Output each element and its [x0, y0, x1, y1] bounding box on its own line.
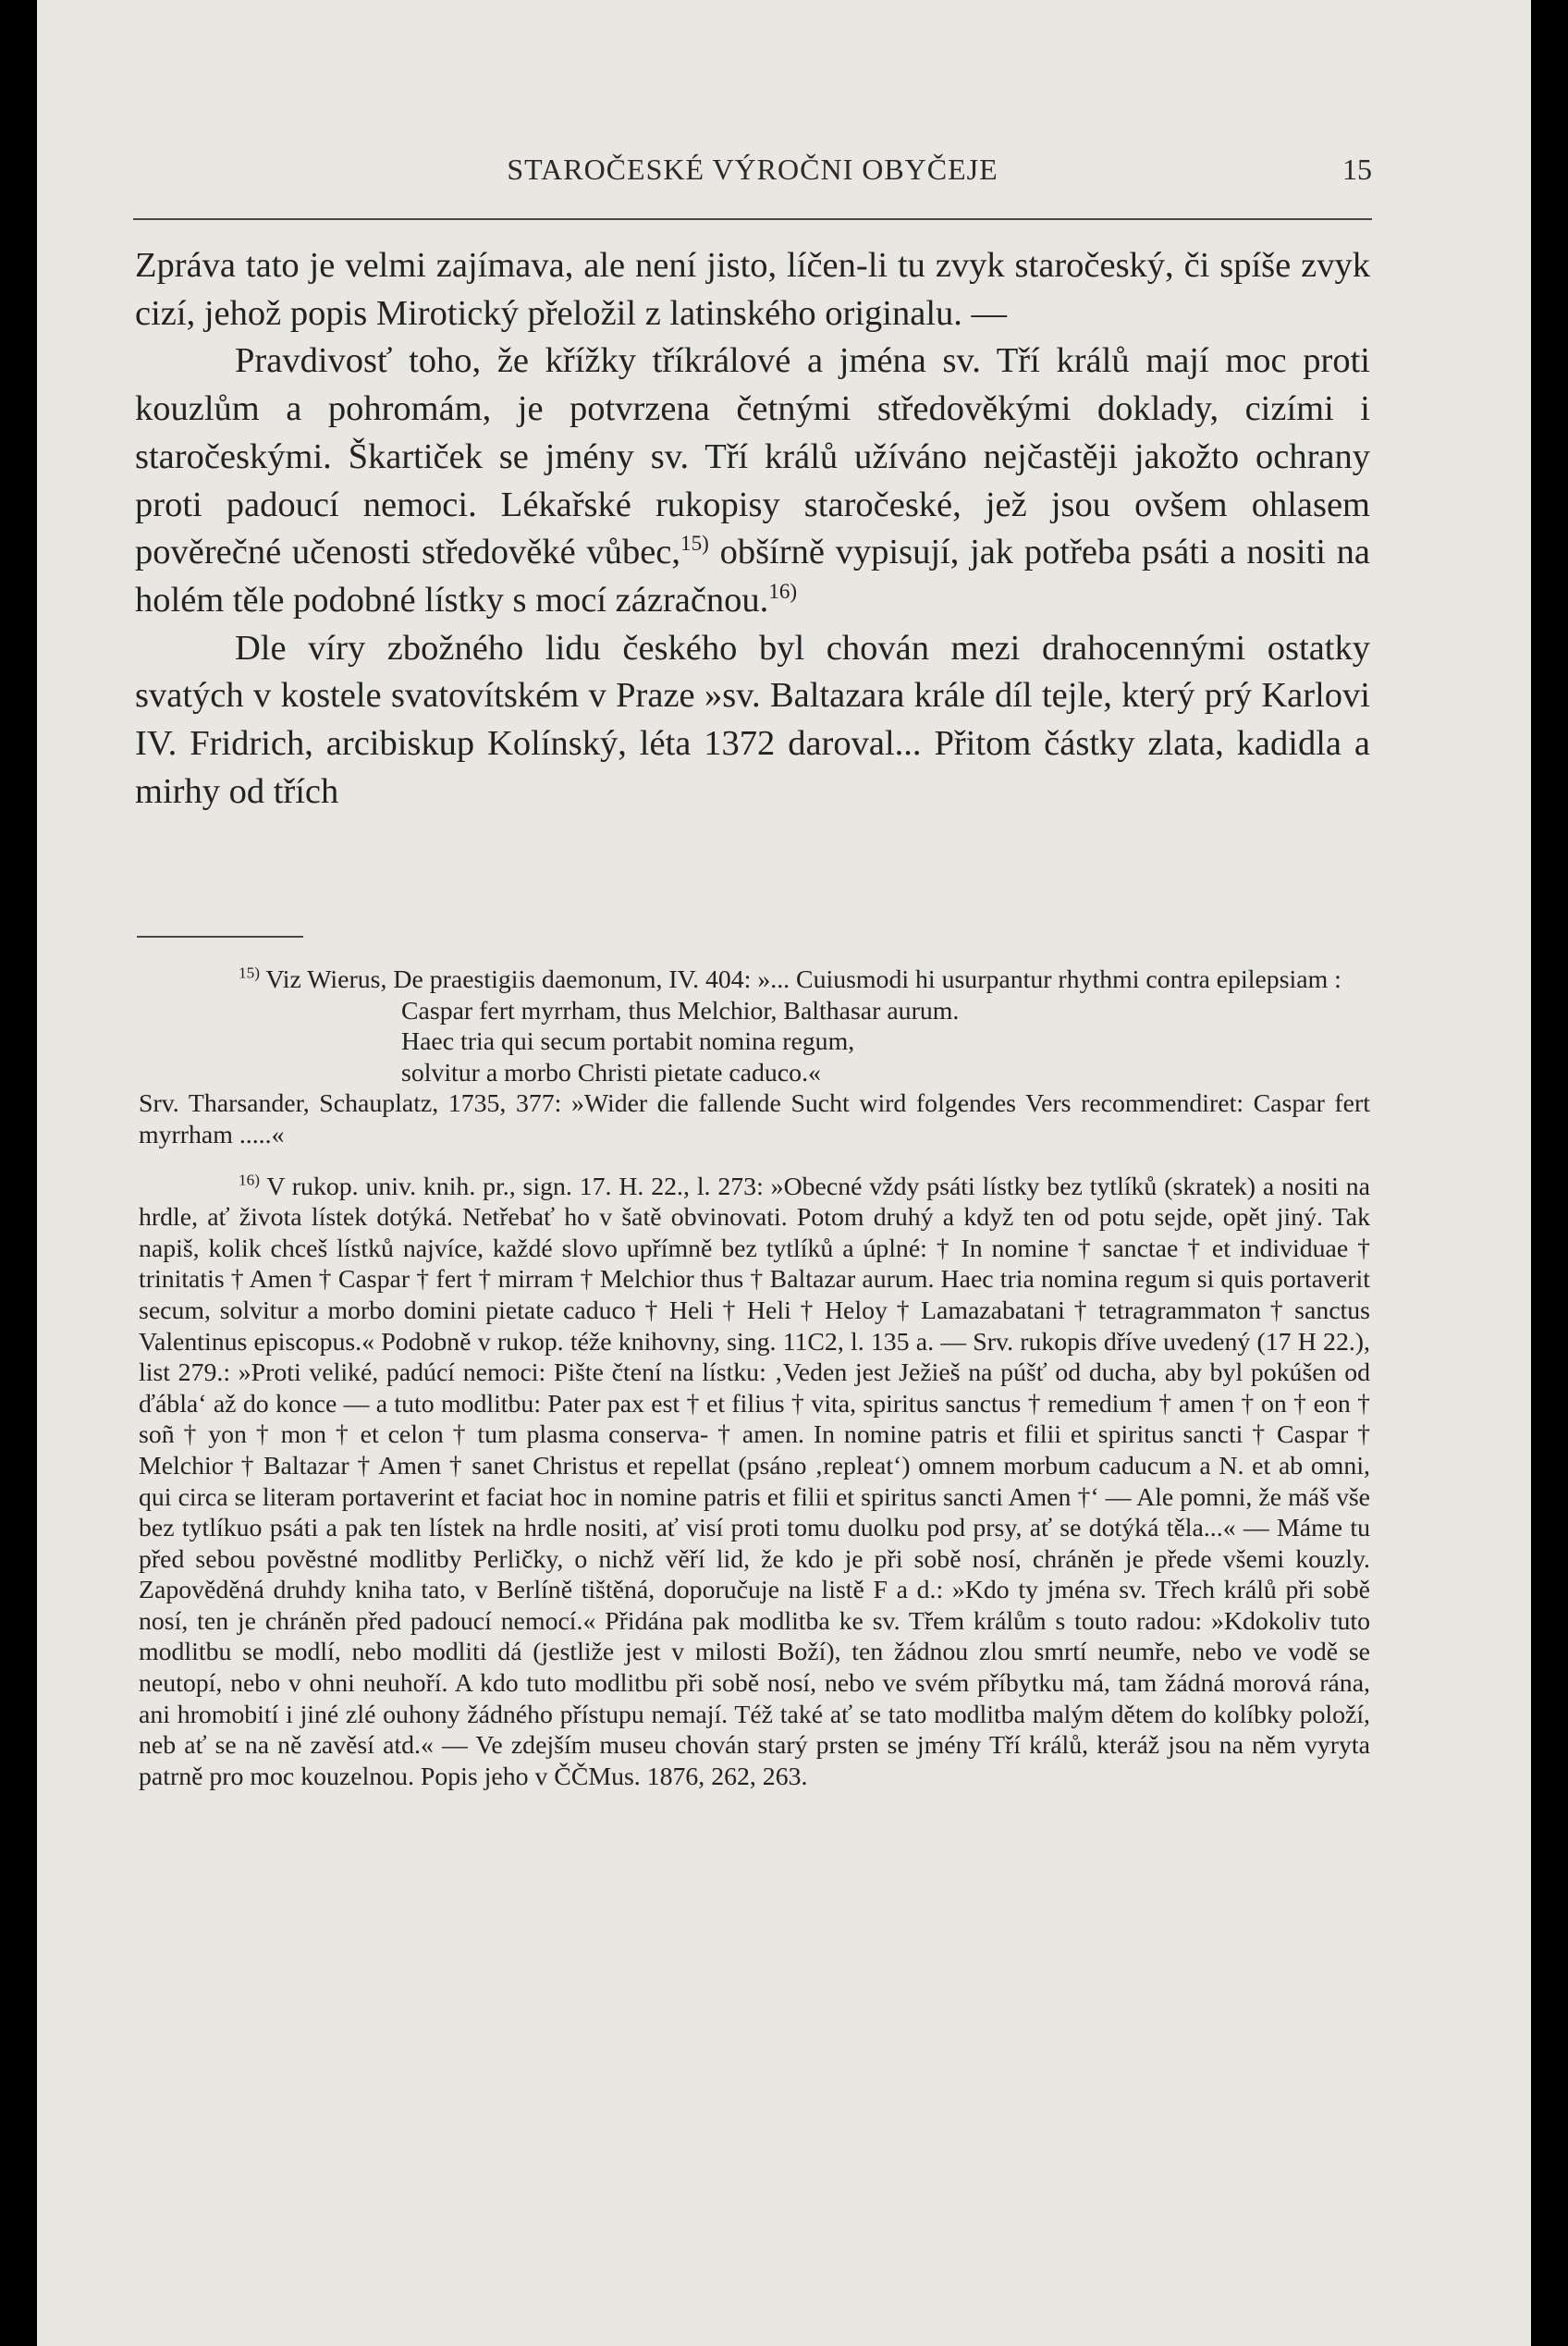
footnote-ref-15: 15) [680, 531, 709, 556]
paragraph-2-part-b: obšírně vypisují, jak potřeba psáti a nositi na holém těle podobné lístky s mocí zázračnou. [135, 533, 1370, 620]
footnote-15-continuation: Srv. Tharsander, Schauplatz, 1735, 377: »Wider die fallende Sucht wird folgendes Vers recommendiret: Caspar fert myrrham .....« [139, 1089, 1370, 1149]
header-rule [133, 218, 1372, 220]
footnotes [139, 964, 1370, 1792]
footnote-15-mark: 15) [239, 964, 260, 982]
footnote-15 [139, 964, 1370, 996]
paragraph-1: Zpráva tato je velmi zajímava, ale není jisto, líčen-li tu zvyk staročeský, či spíše zvyk cizí, jehož popis Mirotický přeložil z latinského originalu. — [135, 246, 1370, 333]
verse-line: solvitur a morbo Christi pietate caduco.« [401, 1058, 821, 1087]
verse-line: Haec tria qui secum portabit nomina regum, [401, 1027, 855, 1057]
footnote-16-text: V rukop. univ. knih. pr., sign. 17. H. 22., l. 273: »Obecné vždy psáti lístky bez tytlíků (skratek) a nositi na hrdle, ať života lístek dotýká. Netřebať ho v šatě obvinovati. Potom druhý a když ten od potu sejde, opět jiný. Tak napiš, kolik chceš lístků najvíce, každé slovo upřímně bez tytlíků a úplné: † In nomine † sanctae † et individuae † trinitatis † Amen † Caspar † fert † mirram † Melchior thus † Baltazar aurum. Haec tria nomina regum si quis portaverit secum, solvitur a morbo domini pietate caduco † Heli † Heli † Heloy † Lamazabatani † tetragrammaton † sanctus Valentinus episcopus.« Podobně v rukop. téže knihovny, sing. 11C2, l. 135 a. — Srv. rukopis dříve uvedený (17 H 22.), list 279.: »Proti veliké, padúcí nemoci: Pište čtení na lístku: ‚Veden jest Ježieš na púšť od ducha, aby byl pokúšen od ďábla‘ až do konce — a tuto modlitbu: Pater pax est † et filius † vita, spiritus sanctus † remedium † amen † on † eon † soñ † yon † mon † et celon † tum plasma conserva- † amen. In nomine patris et filii et spiritus sancti † Caspar † Melchior † Baltazar † Amen † sanet Christus et repellat (psáno ‚repleat‘) omnem morbum caducum a N. et ab omni, qui circa se literam portaverint et faciat hoc in nomine patris et filii et spiritus sancti Amen †‘ — Ale pomni, že máš vše bez tytlíkuo psáti a pak ten lístek na hrdle nositi, ať visí proti tomu duolku pod prsy, ať se dotýká těla...« — Máme tu před sebou pověstné modlitby Perličky, o nichž věří lid, že kdo je při sobě nosí, chráněn je přede všemi kouzly. Zapověděná druhdy kniha tato, v Berlíně tištěná, doporučuje na listě F a d.: »Kdo ty jména sv. Třech králů při sobě nosí, ten je chráněn před padoucí nemocí.« Přidána pak modlitba ke sv. Třem králům s touto radou: »Kdokoliv tuto modlitbu se modlí, nebo modliti dá (jestliže jest v milosti Boží), ten žádnou zlou smrtí neumře, nebo ve vodě se neutopí, nebo v ohni neuhoří. A kdo tuto modlitbu při sobě nosí, nebo ve svém příbytku má, tam žádná morová rána, ani hromobití i jiné zlé ouhony žádného přístupu nemají. Též také ať se tato modlitba malým dětem do kolíbky položí, neb ať se na ně zavěsí atd.« — Ve zdejším museu chován starý prsten se jmény Tří králů, kteráž jsou na něm vyryta patrně pro moc kouzelnou. Popis jeho v ČČMus. 1876, 262, 263. [139, 1172, 1370, 1791]
latin-verse [401, 996, 1370, 1089]
footnote-15-intro: Viz Wierus, De praestigiis daemonum, IV. 404: »... Cuiusmodi hi usurpantur rhythmi contra epilepsiam : [259, 965, 1341, 994]
paragraph-2 [135, 338, 1370, 624]
page-number: 15 [1342, 153, 1372, 186]
verse-line: Caspar fert myrrham, thus Melchior, Balthasar aurum. [401, 996, 960, 1026]
running-title: STAROČESKÉ VÝROČNI OBYČEJE [507, 153, 998, 186]
footnote-rule [137, 936, 303, 938]
paragraph-2-part-a: Pravdivosť toho, že křížky tříkrálové a jména sv. Tří králů mají moc proti kouzlům a pohromám, je potvrzena četnými středověkými doklady, cizími i staročeskými. Škartiček se jmény sv. Tří králů užíváno nejčastěji jakožto ochrany proti padoucí nemoci. Lékařské rukopisy staročeské, jež jsou ovšem ohlasem pověrečné učenosti středověké vůbec, [135, 341, 1370, 572]
page-header [133, 153, 1372, 208]
footnote-16-mark: 16) [239, 1171, 260, 1189]
book-page [37, 0, 1531, 2346]
main-text [135, 242, 1370, 816]
footnote-16 [139, 1172, 1370, 1793]
footnote-ref-16: 16) [768, 579, 798, 604]
paragraph-3: Dle víry zbožného lidu českého byl chován mezi drahocennými ostatky svatých v kostele svatovítském v Praze »sv. Baltazara krále díl tejle, který prý Karlovi IV. Fridrich, arcibiskup Kolínský, léta 1372 daroval... Přitom částky zlata, kadidla a mirhy od třích [135, 628, 1370, 811]
footnote-gap [139, 1151, 1370, 1172]
